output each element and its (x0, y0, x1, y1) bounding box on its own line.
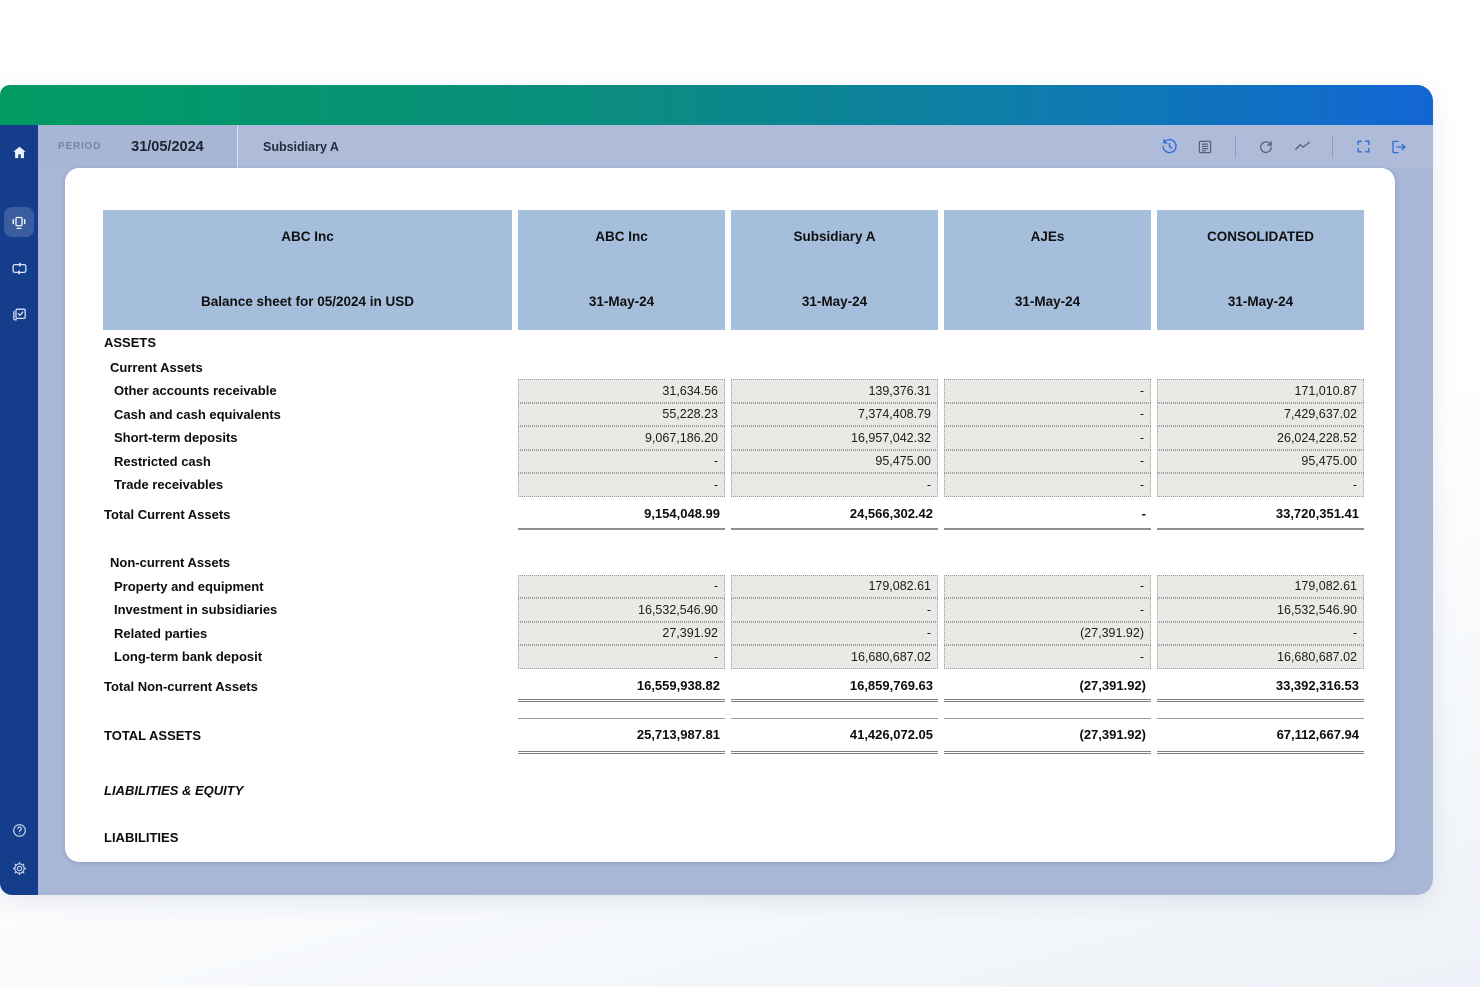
total-cell: 41,426,072.05 (731, 718, 938, 754)
total-cell: 25,713,987.81 (518, 718, 725, 754)
data-cell[interactable]: 171,010.87 (1157, 379, 1364, 403)
row-label: Current Assets (110, 359, 203, 375)
table-row (103, 403, 1364, 427)
row-label: ASSETS (104, 335, 157, 350)
data-cell[interactable]: - (944, 575, 1151, 599)
header-subtitle: 31-May-24 (1227, 294, 1294, 309)
row-label: Short-term deposits (114, 430, 238, 446)
table-row (103, 669, 1364, 702)
header-subtitle: 31-May-24 (588, 294, 655, 309)
data-cell[interactable]: - (944, 645, 1151, 669)
table-row (103, 426, 1364, 450)
header-title: AJEs (1030, 229, 1065, 244)
data-cell[interactable]: - (518, 645, 725, 669)
data-cell[interactable]: - (518, 575, 725, 599)
table-row (103, 473, 1364, 497)
history-icon[interactable] (1157, 135, 1181, 159)
row-label: Total Current Assets (104, 507, 231, 522)
row-label: Total Non-current Assets (104, 679, 258, 694)
data-cell[interactable]: 16,957,042.32 (731, 426, 938, 450)
data-cell[interactable]: 95,475.00 (731, 450, 938, 474)
data-cell[interactable]: 139,376.31 (731, 379, 938, 403)
period-selector[interactable]: 31/05/2024 (131, 138, 204, 155)
data-cell[interactable]: 9,067,186.20 (518, 426, 725, 450)
data-cell[interactable]: 179,082.61 (731, 575, 938, 599)
table-row (103, 803, 1364, 825)
data-cell[interactable]: - (944, 473, 1151, 497)
row-label: Property and equipment (114, 578, 264, 594)
header-cell-entity (103, 210, 512, 330)
data-cell[interactable]: - (944, 450, 1151, 474)
data-cell[interactable]: - (944, 426, 1151, 450)
table-row (103, 598, 1364, 622)
header-cell-subsidiary (731, 210, 938, 330)
header-title: ABC Inc (595, 229, 648, 244)
table-row (103, 754, 1364, 778)
table-row (103, 622, 1364, 646)
table-row (103, 497, 1364, 530)
brand-gradient-bar (0, 85, 1433, 125)
row-label: Trade receivables (114, 477, 224, 493)
data-cell[interactable]: 16,532,546.90 (1157, 598, 1364, 622)
total-cell: 16,559,938.82 (518, 672, 725, 702)
data-cell[interactable]: 179,082.61 (1157, 575, 1364, 599)
total-cell: 33,392,316.53 (1157, 672, 1364, 702)
data-cell[interactable]: - (1157, 473, 1364, 497)
header-cell-abc (518, 210, 725, 330)
total-cell: - (944, 500, 1151, 530)
header-subtitle: Balance sheet for 05/2024 in USD (200, 294, 415, 309)
views-icon[interactable] (4, 207, 34, 237)
table-row (103, 645, 1364, 669)
toolbar-divider (1235, 136, 1236, 158)
data-cell[interactable]: - (518, 473, 725, 497)
data-cell[interactable]: - (1157, 622, 1364, 646)
row-label: TOTAL ASSETS (104, 728, 202, 743)
data-cell[interactable]: - (944, 403, 1151, 427)
data-cell[interactable]: 16,680,687.02 (1157, 645, 1364, 669)
table-row (103, 330, 1364, 355)
table-row (103, 825, 1364, 850)
data-cell[interactable]: - (731, 473, 938, 497)
data-cell[interactable]: - (731, 598, 938, 622)
topbar-right (237, 125, 1433, 168)
repeat-icon[interactable] (4, 253, 34, 283)
table-row (103, 530, 1364, 551)
table-header-row (103, 210, 1364, 330)
data-cell[interactable]: 16,532,546.90 (518, 598, 725, 622)
table-row (103, 778, 1364, 803)
tasks-icon[interactable] (4, 299, 34, 329)
data-cell[interactable]: 26,024,228.52 (1157, 426, 1364, 450)
row-label: Long-term bank deposit (114, 649, 263, 665)
header-subtitle: 31-May-24 (801, 294, 868, 309)
report-card (65, 168, 1395, 862)
table-row (103, 575, 1364, 599)
header-cell-ajes (944, 210, 1151, 330)
table-rows (103, 330, 1364, 850)
table-row (103, 379, 1364, 403)
period-label: PERIOD (58, 141, 102, 152)
data-cell[interactable]: 7,429,637.02 (1157, 403, 1364, 427)
data-cell[interactable]: - (944, 379, 1151, 403)
trend-icon[interactable] (1290, 135, 1314, 159)
help-icon[interactable] (4, 815, 34, 845)
table-icon[interactable] (1193, 135, 1217, 159)
fullscreen-icon[interactable] (1351, 135, 1375, 159)
content-area (38, 125, 1433, 895)
header-title: CONSOLIDATED (1207, 229, 1314, 244)
row-label: Cash and cash equivalents (114, 406, 281, 422)
data-cell[interactable]: 16,680,687.02 (731, 645, 938, 669)
row-label: Restricted cash (114, 453, 211, 469)
balance-sheet-table (103, 210, 1364, 850)
toolbar (1157, 135, 1433, 159)
header-title: ABC Inc (281, 229, 334, 244)
settings-icon[interactable] (4, 853, 34, 883)
data-cell[interactable]: 7,374,408.79 (731, 403, 938, 427)
data-cell[interactable]: - (731, 622, 938, 646)
table-row (103, 355, 1364, 379)
table-row (103, 551, 1364, 575)
data-cell[interactable]: 95,475.00 (1157, 450, 1364, 474)
total-cell: (27,391.92) (944, 718, 1151, 754)
data-cell[interactable]: - (944, 598, 1151, 622)
total-cell: 67,112,667.94 (1157, 718, 1364, 754)
header-cell-consolidated (1157, 210, 1364, 330)
row-label: Other accounts receivable (114, 383, 277, 399)
table-row (103, 450, 1364, 474)
exit-icon[interactable] (1387, 135, 1411, 159)
row-label: Investment in subsidiaries (114, 602, 278, 618)
app-window (0, 85, 1433, 895)
period-block (38, 125, 237, 168)
home-icon[interactable] (4, 137, 34, 167)
header-subtitle: 31-May-24 (1014, 294, 1081, 309)
topbar (38, 125, 1433, 168)
refresh-icon[interactable] (1254, 135, 1278, 159)
data-cell[interactable]: - (518, 450, 725, 474)
row-label: LIABILITIES (104, 829, 179, 845)
data-cell[interactable]: 27,391.92 (518, 622, 725, 646)
total-cell: 16,859,769.63 (731, 672, 938, 702)
total-cell: (27,391.92) (944, 672, 1151, 702)
total-cell: 9,154,048.99 (518, 500, 725, 530)
row-label: Non-current Assets (110, 555, 231, 570)
total-cell: 33,720,351.41 (1157, 500, 1364, 530)
header-title: Subsidiary A (793, 229, 876, 244)
data-cell[interactable]: 55,228.23 (518, 403, 725, 427)
total-cell: 24,566,302.42 (731, 500, 938, 530)
row-label: LIABILITIES & EQUITY (104, 782, 244, 798)
data-cell[interactable]: (27,391.92) (944, 622, 1151, 646)
table-row (103, 718, 1364, 754)
row-label: Related parties (114, 625, 208, 641)
toolbar-divider (1332, 136, 1333, 158)
data-cell[interactable]: 31,634.56 (518, 379, 725, 403)
tab-subsidiary[interactable]: Subsidiary A (263, 139, 339, 154)
sidebar (0, 125, 38, 895)
